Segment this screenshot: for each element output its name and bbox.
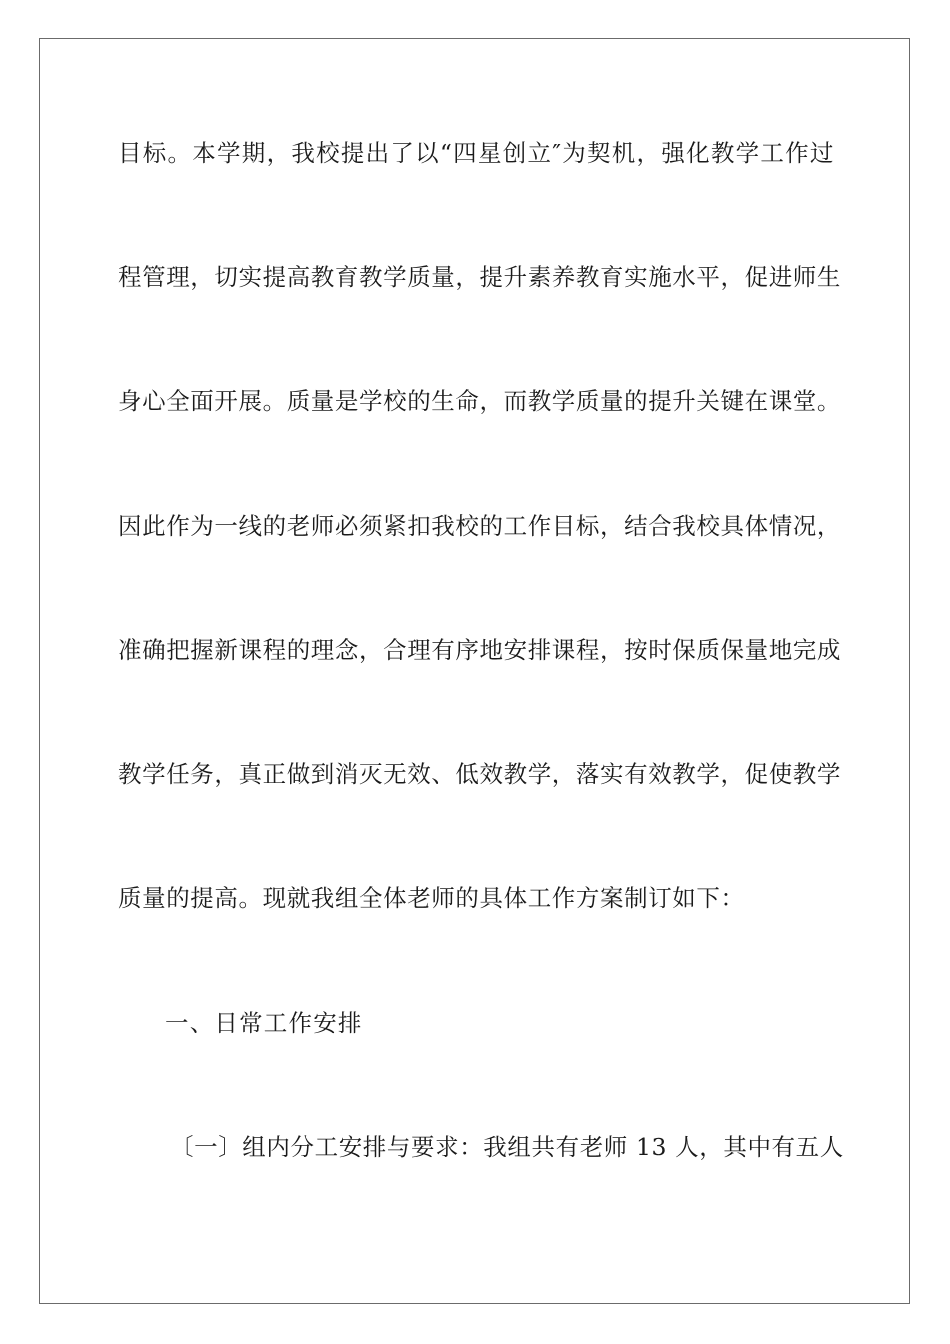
subsection-line: 〔一〕组内分工安排与要求：我组共有老师 13 人，其中有五人 [170, 1133, 844, 1161]
body-text-line: 准确把握新课程的理念，合理有序地安排课程，按时保质保量地完成 [118, 636, 841, 664]
body-text-line: 因此作为一线的老师必须紧扣我校的工作目标，结合我校具体情况， [118, 512, 841, 540]
body-text-line: 身心全面开展。质量是学校的生命，而教学质量的提升关键在课堂。 [118, 387, 841, 415]
body-text-line: 程管理，切实提高教育教学质量，提升素养教育实施水平，促进师生 [118, 263, 841, 291]
body-text-line: 目标。本学期，我校提出了以“四星创立″为契机，强化教学工作过 [118, 139, 834, 167]
body-text-line: 教学任务，真正做到消灭无效、低效教学，落实有效教学，促使教学 [118, 760, 841, 788]
section-heading: 一、日常工作安排 [165, 1009, 363, 1037]
body-text-line-last: 质量的提高。现就我组全体老师的具体工作方案制订如下： [118, 884, 745, 912]
page-border [39, 38, 910, 1304]
